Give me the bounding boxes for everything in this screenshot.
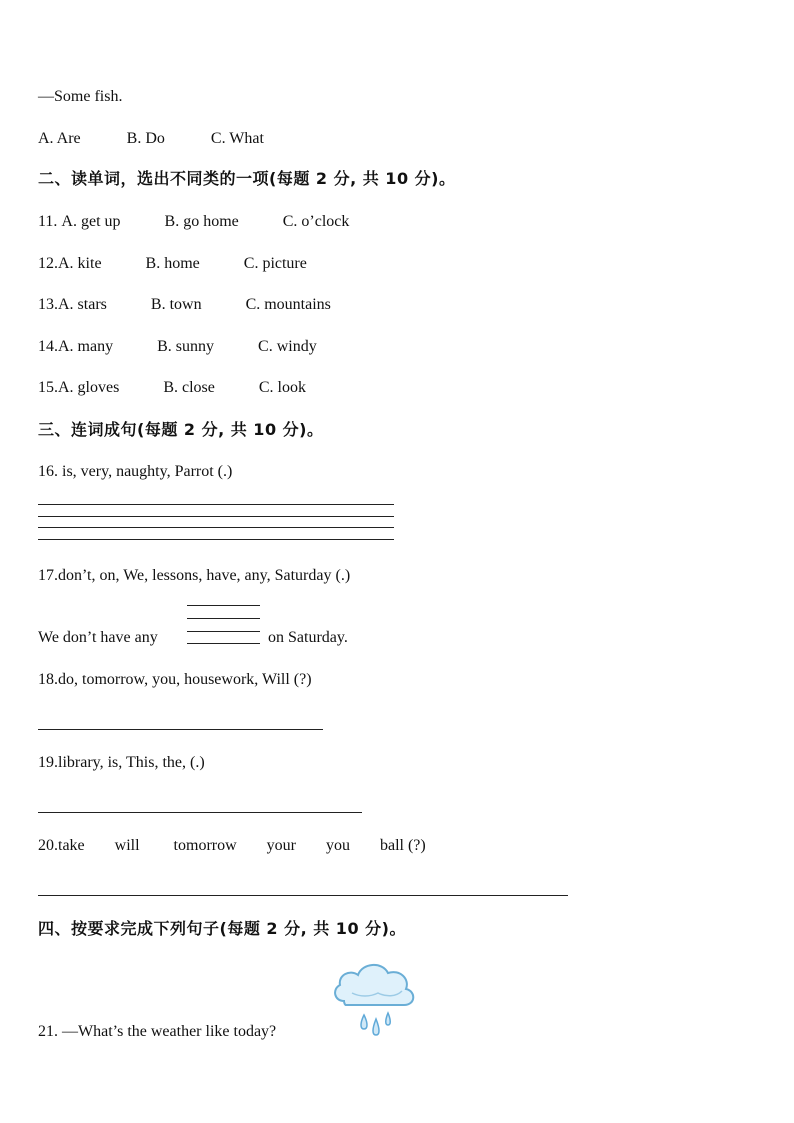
q14-option-c[interactable]: C. windy [258, 338, 317, 355]
q12-number: 12 [38, 255, 54, 272]
q17-blank-line [187, 605, 260, 606]
q20-word: tomorrow [173, 837, 237, 854]
q11-option-a[interactable]: A. get up [61, 213, 121, 230]
section4-heading: 四、按要求完成下列句子(每题 2 分, 共 10 分)。 [38, 919, 406, 938]
q10-option-c[interactable]: C. What [210, 130, 264, 147]
q17-blank-line [187, 618, 260, 619]
q11-row: 11. A. get up B. go home C. o’clock [38, 213, 350, 230]
q15-option-c[interactable]: C. look [258, 379, 306, 396]
q18-answer-line[interactable] [38, 729, 323, 730]
q18-prompt: 18.do, tomorrow, you, housework, Will (?) [38, 671, 312, 688]
q13-option-b[interactable]: B. town [150, 296, 202, 313]
q17-prompt: 17.don’t, on, We, lessons, have, any, Saturday (.) [38, 567, 351, 584]
q15-row: 15.A. gloves B. close C. look [38, 379, 306, 396]
q16-prompt: 16. is, very, naughty, Parrot (.) [38, 463, 233, 480]
q13-row: 13.A. stars B. town C. mountains [38, 296, 331, 313]
q16-answer-line [38, 539, 394, 540]
q10-option-b[interactable]: B. Do [126, 130, 165, 147]
q17-sentence-end: on Saturday. [268, 629, 348, 646]
q20-word: will [114, 837, 140, 854]
rain-cloud-icon [330, 957, 418, 1041]
q20-number: 20. [38, 837, 58, 854]
q20-word: take [58, 837, 85, 854]
q20-prompt [38, 836, 426, 856]
q11-option-b[interactable]: B. go home [164, 213, 239, 230]
q14-row: 14.A. many B. sunny C. windy [38, 338, 317, 355]
q19-prompt: 19.library, is, This, the, (.) [38, 754, 205, 771]
q19-answer-line[interactable] [38, 812, 362, 813]
q14-option-a[interactable]: A. many [58, 338, 114, 355]
q12-option-b[interactable]: B. home [145, 255, 200, 272]
q10-option-a[interactable]: A. Are [38, 130, 81, 147]
q12-option-c[interactable]: C. picture [243, 255, 307, 272]
q12-row: 12.A. kite B. home C. picture [38, 255, 307, 272]
q10-answer: —Some fish. [38, 88, 123, 105]
q15-option-b[interactable]: B. close [163, 379, 215, 396]
q12-option-a[interactable]: A. kite [58, 255, 102, 272]
q17-blank-line [187, 643, 260, 644]
q21-prompt: 21. —What’s the weather like today? [38, 1023, 277, 1040]
q16-answer-line [38, 516, 394, 517]
section3-heading: 三、连词成句(每题 2 分, 共 10 分)。 [38, 420, 324, 439]
q11-option-c[interactable]: C. o’clock [282, 213, 350, 230]
q20-word: you [325, 837, 350, 854]
q16-answer-line [38, 504, 394, 505]
q15-option-a[interactable]: A. gloves [58, 379, 120, 396]
q13-option-c[interactable]: C. mountains [245, 296, 331, 313]
q10-options [38, 129, 264, 149]
q11-number: 11 [38, 213, 54, 230]
q13-number: 13 [38, 296, 54, 313]
q17-blank-line [187, 631, 260, 632]
q13-option-a[interactable]: A. stars [58, 296, 107, 313]
q17-sentence-start: We don’t have any [38, 629, 158, 646]
q20-answer-line[interactable] [38, 895, 568, 896]
q16-answer-line [38, 527, 394, 528]
q20-word: your [266, 837, 296, 854]
q15-number: 15 [38, 379, 54, 396]
q14-option-b[interactable]: B. sunny [157, 338, 215, 355]
q14-number: 14 [38, 338, 54, 355]
q20-word: ball (?) [379, 837, 426, 854]
section2-heading: 二、读单词，选出不同类的一项(每题 2 分, 共 10 分)。 [38, 169, 456, 188]
